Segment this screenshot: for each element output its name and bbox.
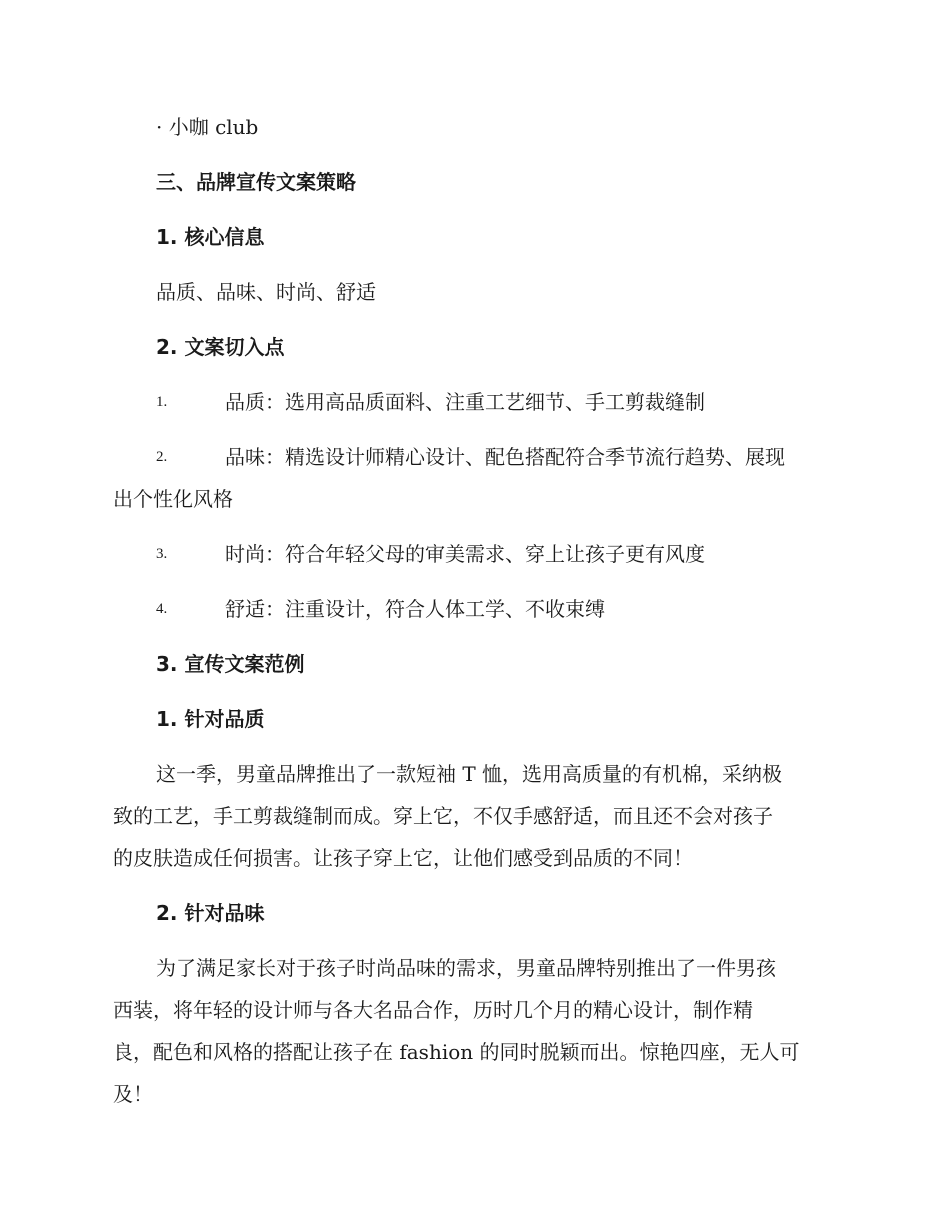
example-heading-taste: 2. 针对品味	[156, 901, 265, 925]
list-item-quality: 品质：选用高品质面料、注重工艺细节、手工剪裁缝制	[225, 390, 705, 414]
paragraph-line: 为了满足家长对于孩子时尚品味的需求，男童品牌特别推出了一件男孩	[156, 956, 776, 980]
paragraph-line: 及！	[113, 1082, 153, 1106]
paragraph-line: 的皮肤造成任何损害。让孩子穿上它，让他们感受到品质的不同！	[113, 846, 693, 870]
subheading-entry-points: 2. 文案切入点	[156, 335, 285, 359]
list-item-taste-continued: 出个性化风格	[113, 487, 233, 511]
section-heading-brand-copy-strategy: 三、品牌宣传文案策略	[156, 170, 356, 194]
subheading-core-info: 1. 核心信息	[156, 225, 265, 249]
example-heading-quality: 1. 针对品质	[156, 707, 265, 731]
subheading-copy-examples: 3. 宣传文案范例	[156, 652, 305, 676]
list-item-fashion: 时尚：符合年轻父母的审美需求、穿上让孩子更有风度	[225, 542, 705, 566]
paragraph-line: 致的工艺，手工剪裁缝制而成。穿上它，不仅手感舒适，而且还不会对孩子	[113, 804, 773, 828]
core-info-text: 品质、品味、时尚、舒适	[156, 280, 376, 304]
list-number: 3.	[156, 546, 168, 562]
bullet-item-xiaoka-club: · 小咖 club	[156, 115, 259, 139]
paragraph-line: 这一季，男童品牌推出了一款短袖 T 恤，选用高质量的有机棉，采纳极	[156, 762, 783, 786]
list-item-taste: 品味：精选设计师精心设计、配色搭配符合季节流行趋势、展现	[225, 445, 785, 469]
list-number: 1.	[156, 394, 168, 410]
list-item-comfort: 舒适：注重设计，符合人体工学、不收束缚	[225, 597, 605, 621]
paragraph-line: 西装，将年轻的设计师与各大名品合作，历时几个月的精心设计，制作精	[113, 998, 753, 1022]
list-number: 4.	[156, 601, 168, 617]
paragraph-line: 良，配色和风格的搭配让孩子在 fashion 的同时脱颖而出。惊艳四座，无人可	[113, 1040, 800, 1064]
list-number: 2.	[156, 449, 168, 465]
